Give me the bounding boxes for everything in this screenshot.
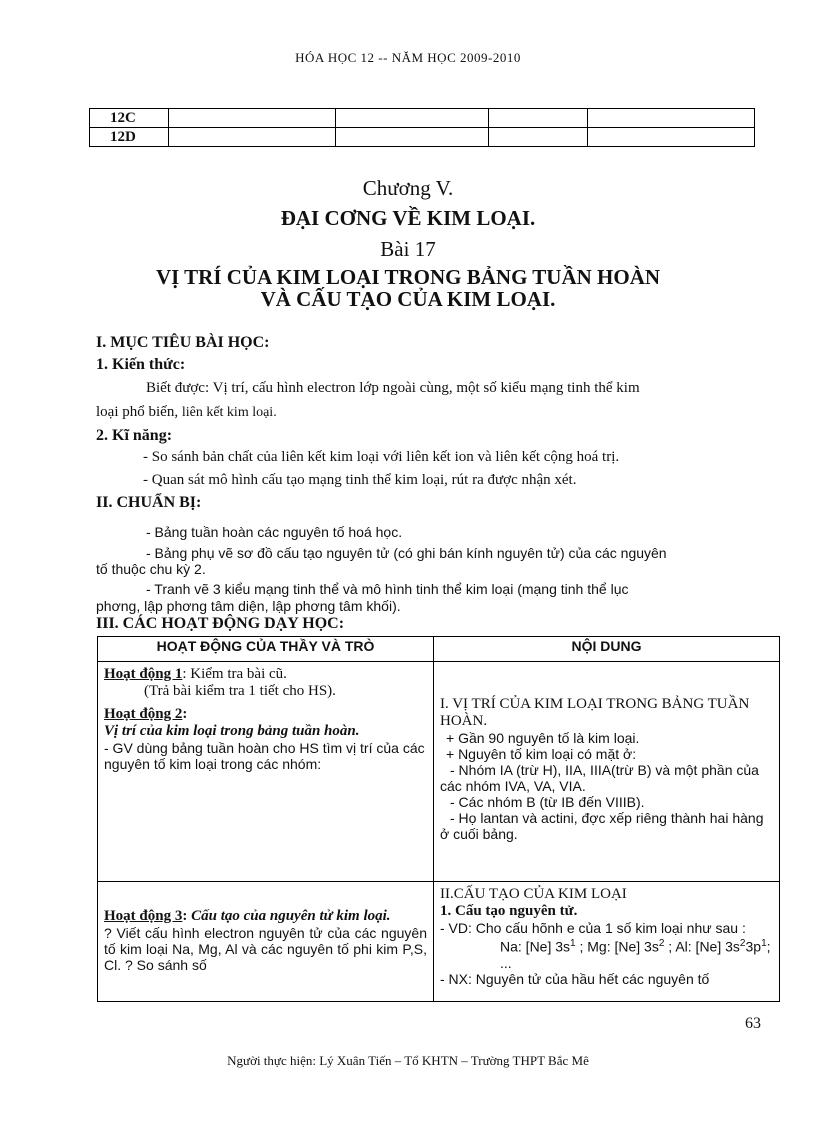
chapter-title: ĐẠI CƠNG VỀ KIM LOẠI. xyxy=(280,206,536,230)
table-row xyxy=(90,128,755,147)
table-row xyxy=(90,109,755,128)
page-number: 63 xyxy=(745,1015,761,1032)
prep-item: - Tranh vẽ 3 kiểu mạng tinh thể và mô hình tinh thể kim loại (mạng tinh thể lục xyxy=(146,581,629,597)
section-activities-title: III. CÁC HOẠT ĐỘNG DẠY HỌC: xyxy=(96,615,345,632)
column-header: NỘI DUNG xyxy=(434,637,780,662)
prep-item: - Bảng tuần hoàn các nguyên tố hoá học. xyxy=(146,524,403,540)
lesson-title-line2: VÀ CẤU TẠO CỦA KIM LOẠI. xyxy=(260,287,556,311)
skill-item: - So sánh bản chất của liên kết kim loại với liên kết ion và liên kết cộng hoá trị. xyxy=(143,449,620,465)
class-cell: 12C xyxy=(90,109,169,128)
class-table xyxy=(89,108,755,147)
column-header: HOẠT ĐỘNG CỦA THẦY VÀ TRÒ xyxy=(98,637,434,662)
lesson-title-line1: VỊ TRÍ CỦA KIM LOẠI TRONG BẢNG TUẦN HOÀN xyxy=(155,265,661,289)
class-cell: 12D xyxy=(90,128,169,147)
activity-cell: Hoạt động 1: Kiểm tra bài cũ. (Trả bài kiểm tra 1 tiết cho HS). Hoạt động 2: Vị trí của kim loại trong bảng tuần hoàn. - GV dùng bảng tuần hoàn cho HS tìm vị trí của các nguyên tố kim loại trong các nhóm: xyxy=(98,662,434,882)
skills-heading: 2. Kĩ năng: xyxy=(96,427,173,444)
content-cell: I. VỊ TRÍ CỦA KIM LOẠI TRONG BẢNG TUẦN HOÀN. + Gần 90 nguyên tố là kim loại. + Nguyên tố kim loại có mặt ở: - Nhóm IA (trừ H), IIA, IIIA(trừ B) và một phần của các nhóm IVA, VA, VIA. - Các nhóm B (từ IB đến VIIIB). - Họ lantan và actini, đợc xếp riêng thành hai hàng ở cuối bảng. xyxy=(434,662,780,882)
lesson-title xyxy=(0,266,816,310)
prep-item: - Bảng phụ vẽ sơ đồ cấu tạo nguyên tử (có ghi bán kính nguyên tử) của các nguyên xyxy=(146,545,667,561)
section-preparation-title: II. CHUẨN BỊ: xyxy=(96,494,202,511)
activity-cell: Hoạt động 3: Cấu tạo của nguyên tử kim loại. ? Viết cấu hình electron nguyên tử của các nguyên tố kim loại Na, Mg, Al và các nguyên tố phi kim P,S, Cl. ? So sánh số xyxy=(98,882,434,1002)
knowledge-heading: 1. Kiến thức: xyxy=(96,356,186,373)
activities-table xyxy=(97,636,780,1002)
prep-item: tố thuộc chu kỳ 2. xyxy=(96,561,206,577)
knowledge-line: loại phổ biến, liên kết kim loại. xyxy=(96,404,277,420)
table-header-row xyxy=(98,637,780,662)
page-header: HÓA HỌC 12 -- NĂM HỌC 2009-2010 xyxy=(295,50,521,65)
table-row xyxy=(98,882,780,1002)
lesson-number: Bài 17 xyxy=(380,237,436,261)
table-row xyxy=(98,662,780,882)
content-cell: II.CẤU TẠO CỦA KIM LOẠI 1. Cấu tạo nguyên tử. - VD: Cho cấu hõnh e của 1 số kim loại như sau : Na: [Ne] $3s^1$ ; Mg: [Ne] $3s^2$ ; Al: [Ne] $3s^23p^1$; ... - NX: Nguyên tử của hầu hết các nguyên tố xyxy=(434,882,780,1002)
page-footer: Người thực hiện: Lý Xuân Tiến – Tổ KHTN – Trường THPT Bắc Mê xyxy=(227,1053,589,1068)
knowledge-line: Biết được: Vị trí, cấu hình electron lớp ngoài cùng, một số kiểu mạng tinh thể kim xyxy=(146,380,640,396)
prep-item: phơng, lập phơng tâm diện, lập phơng tâm khối). xyxy=(96,598,401,614)
skill-item: - Quan sát mô hình cấu tạo mạng tinh thể kim loại, rút ra được nhận xét. xyxy=(143,472,577,488)
section-objectives-title: I. MỤC TIÊU BÀI HỌC: xyxy=(96,334,270,351)
chapter-number: Chương V. xyxy=(362,176,454,200)
